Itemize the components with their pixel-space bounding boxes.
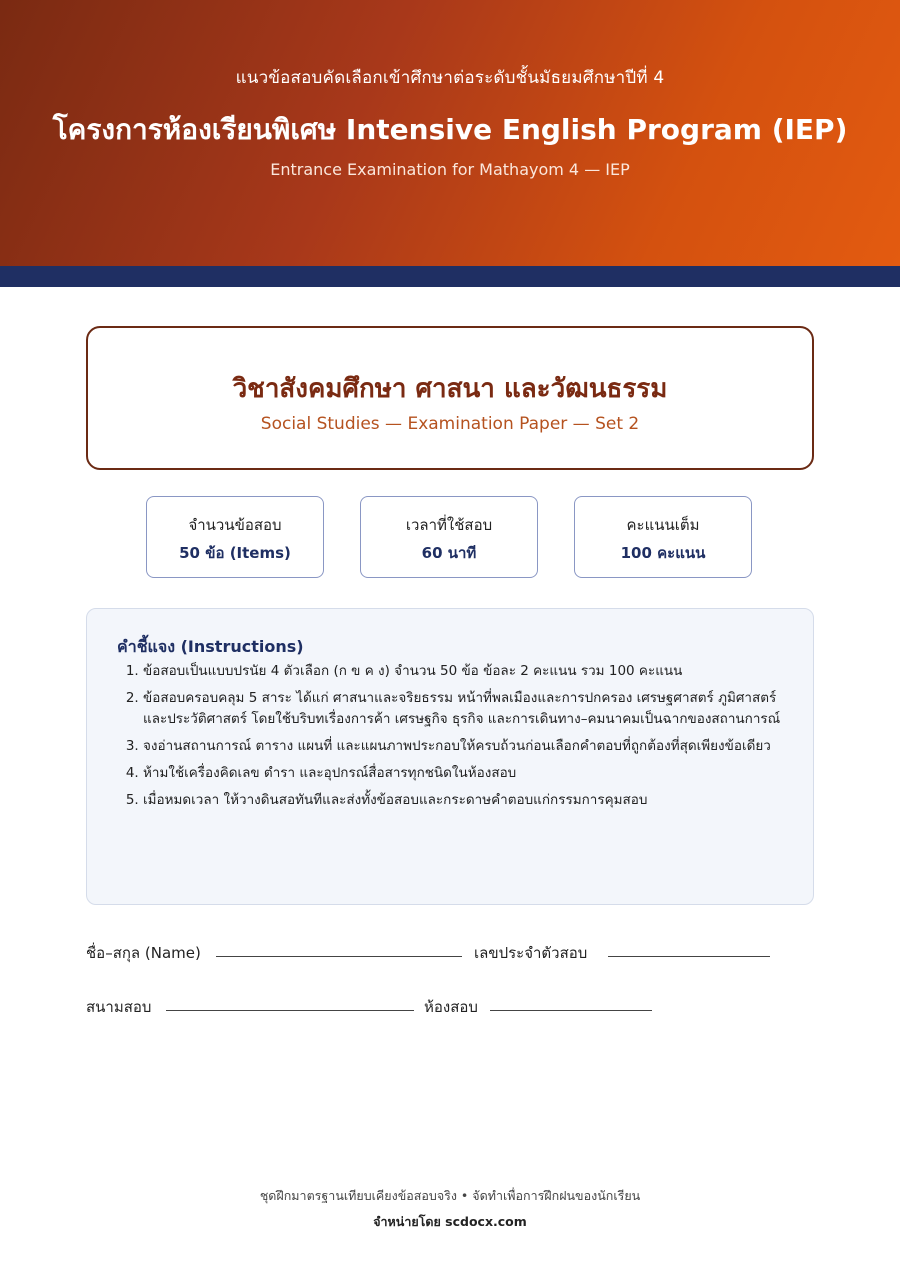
instruction-item: 5. เมื่อหมดเวลา ให้วางดินสอทันทีและส่งทั้งข้อสอบและกระดาษคำตอบแก่กรรมการคุมสอบ <box>143 790 803 811</box>
stat-card-items <box>146 496 324 578</box>
stat-card-time <box>360 496 538 578</box>
header-banner <box>0 0 900 266</box>
subject-box <box>86 326 814 470</box>
footer-note: ชุดฝึกมาตรฐานเทียบเคียงข้อสอบจริง • จัดทำเพื่อการฝึกฝนของนักเรียน <box>259 1188 641 1203</box>
footer <box>0 1186 900 1232</box>
instructions-list <box>117 661 803 817</box>
subject-title-en: Social Studies — Examination Paper — Set 2 <box>260 414 640 434</box>
exam-id-label: เลขประจำตัวสอบ <box>474 944 588 962</box>
instruction-item: 1. ข้อสอบเป็นแบบปรนัย 4 ตัวเลือก (ก ข ค ง) จำนวน 50 ข้อ ข้อละ 2 คะแนน รวม 100 คะแนน <box>143 661 803 682</box>
instruction-item: 3. จงอ่านสถานการณ์ ตาราง แผนที่ และแผนภาพประกอบให้ครบถ้วนก่อนเลือกคำตอบที่ถูกต้องที่สุดเพียงข้อเดียว <box>143 736 803 757</box>
stat-label: จำนวนข้อสอบ <box>188 516 282 534</box>
stat-value: 50 ข้อ (Items) <box>179 544 291 562</box>
instruction-item: 4. ห้ามใช้เครื่องคิดเลข ตำรา และอุปกรณ์สื่อสารทุกชนิดในห้องสอบ <box>143 763 803 784</box>
program-title: โครงการห้องเรียนพิเศษ Intensive English Program (IEP) <box>52 113 848 146</box>
stat-label: เวลาที่ใช้สอบ <box>405 516 493 534</box>
stat-value: 100 คะแนน <box>620 544 706 562</box>
instructions-heading: คำชี้แจง (Instructions) <box>117 637 304 656</box>
pre-title: แนวข้อสอบคัดเลือกเข้าศึกษาต่อระดับชั้นมัธยมศึกษาปีที่ 4 <box>235 68 665 88</box>
instruction-item: 2. ข้อสอบครอบคลุม 5 สาระ ได้แก่ ศาสนาและจริยธรรม หน้าที่พลเมืองและการปกครอง เศรษฐศาสตร์ ภูมิศาสตร์ และประวัติศาสตร์ โดยใช้บริบทเรื่องการค้า เศรษฐกิจ ธุรกิจ และการเดินทาง–คมนาคมเป็นฉากของสถานการณ์ <box>143 688 803 730</box>
instructions-box <box>86 608 814 905</box>
venue-label: สนามสอบ <box>86 998 152 1016</box>
room-label: ห้องสอบ <box>424 998 478 1016</box>
footer-distributor: จำหน่ายโดย scdocx.com <box>373 1214 527 1229</box>
venue-field[interactable] <box>166 1010 414 1011</box>
subject-title-th: วิชาสังคมศึกษา ศาสนา และวัฒนธรรม <box>232 374 668 404</box>
stat-value: 60 นาที <box>421 544 477 562</box>
name-field[interactable] <box>216 956 462 957</box>
program-subtitle: Entrance Examination for Mathayom 4 — IEP <box>270 160 630 179</box>
room-field[interactable] <box>490 1010 652 1011</box>
stat-label: คะแนนเต็ม <box>626 516 700 534</box>
header-divider-bar <box>0 266 900 287</box>
name-label: ชื่อ–สกุล (Name) <box>86 944 201 962</box>
exam-id-field[interactable] <box>608 956 770 957</box>
stat-card-score <box>574 496 752 578</box>
